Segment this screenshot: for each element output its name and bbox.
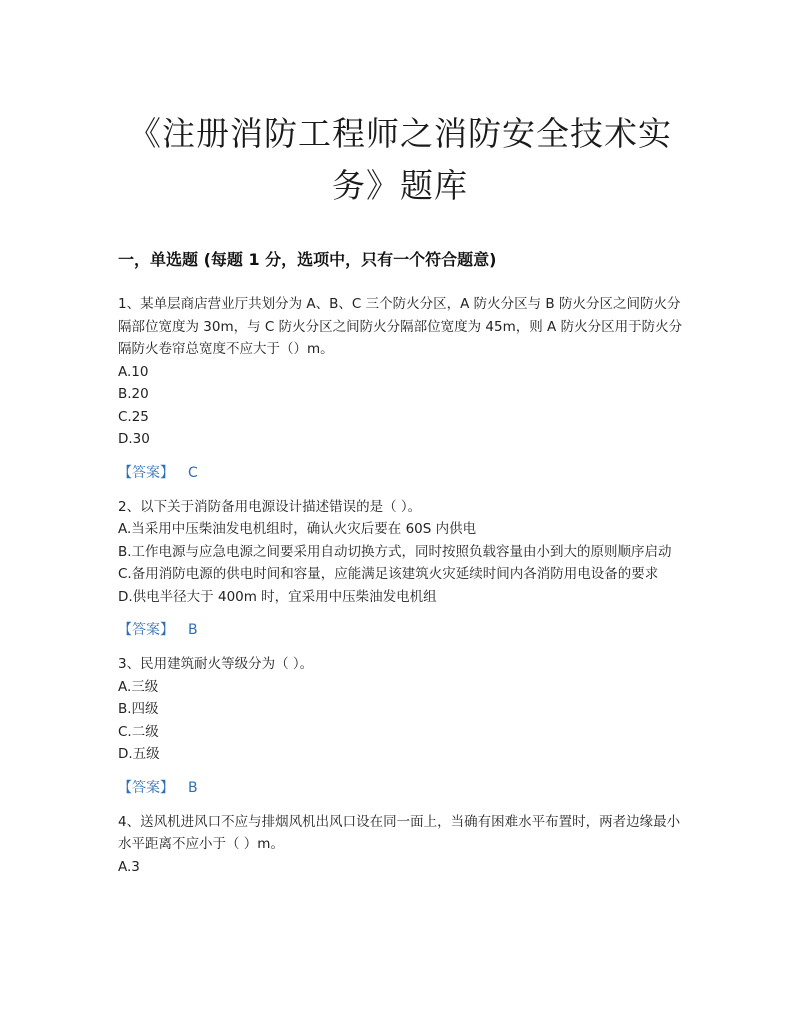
answer-line: [118, 461, 683, 485]
question-text: 4、送风机进风口不应与排烟风机出风口设在同一面上，当确有困难水平布置时，两者边缘最小水平距离不应小于（ ）m。: [118, 813, 681, 852]
title-line-2: 务》题库: [332, 166, 468, 205]
question-list: [118, 293, 683, 878]
option-d: D.五级: [118, 746, 160, 762]
option-d: D.供电半径大于 400m 时，宜采用中压柴油发电机组: [118, 588, 437, 605]
document-title: [100, 108, 700, 212]
option-a: A.三级: [118, 678, 159, 695]
title-line-1: 《注册消防工程师之消防安全技术实: [128, 114, 672, 153]
question-4: [118, 811, 683, 879]
answer-value: C: [188, 464, 198, 481]
option-a: A.3: [118, 858, 140, 875]
option-a: A.10: [118, 363, 149, 380]
option-c: C.二级: [118, 723, 159, 740]
option-b: B.四级: [118, 701, 159, 717]
question-1: [118, 293, 683, 485]
option-c: C.25: [118, 408, 149, 425]
option-a: A.当采用中压柴油发电机组时，确认火灾后要在 60S 内供电: [118, 521, 477, 537]
question-3: [118, 653, 683, 800]
answer-label: 【答案】: [118, 464, 174, 481]
question-text: 3、民用建筑耐火等级分为（ ）。: [118, 656, 314, 672]
answer-label: 【答案】: [118, 622, 174, 638]
section-heading: 一，单选题 (每题 1 分，选项中，只有一个符合题意): [118, 250, 497, 269]
question-text: 2、以下关于消防备用电源设计描述错误的是（ ）。: [118, 498, 422, 515]
question-text: 1、某单层商店营业厅共划分为 A、B、C 三个防火分区，A 防火分区与 B 防火分区之间防火分隔部位宽度为 30m，与 C 防火分区之间防火分隔部位宽度为 45m，则 A 防火分区用于防火分隔防火卷帘总宽度不应大于（）m。: [118, 296, 683, 357]
option-b: B.工作电源与应急电源之间要采用自动切换方式，同时按照负载容量由小到大的原则顺序启动: [118, 543, 672, 560]
answer-label: 【答案】: [118, 779, 174, 796]
option-b: B.20: [118, 386, 149, 402]
option-d: D.30: [118, 431, 150, 447]
answer-line: [118, 618, 683, 642]
answer-value: B: [188, 779, 198, 796]
option-c: C.备用消防电源的供电时间和容量，应能满足该建筑火灾延续时间内各消防用电设备的要求: [118, 566, 659, 582]
question-2: [118, 496, 683, 643]
answer-value: B: [188, 622, 198, 638]
answer-line: [118, 776, 683, 800]
